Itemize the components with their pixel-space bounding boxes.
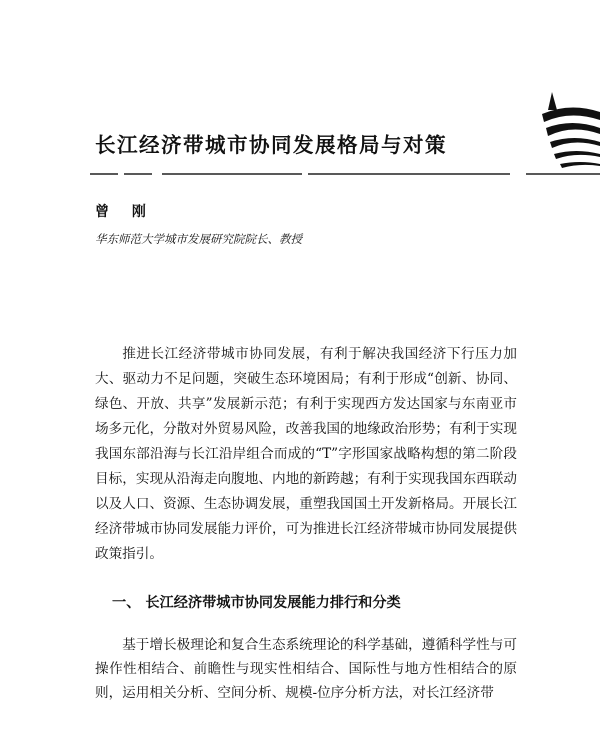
abstract-paragraph: 推进长江经济带城市协同发展，有利于解决我国经济下行压力加大、驱动力不足问题，突破生态环境困局；有利于形成“创新、协同、绿色、开放、共享”发展新示范；有利于实现西方发达国家与东南亚市场多元化，分散对外贸易风险，改善我国的地缘政治形势；有利于实现我国东部沿海与长江沿岸组合而成的“T”字形国家战略构想的第二阶段目标，实现从沿海走向腹地、内地的新跨越；有利于实现我国东西联动以及人口、资源、生态协调发展，重塑我国国土开发新格局。开展长江经济带城市协同发展能力评价，可为推进长江经济带城市协同发展提供政策指引。 [95,346,517,562]
title-rule [90,172,600,176]
section-heading: 一、 长江经济带城市协同发展能力排行和分类 [112,595,401,611]
author-name: 曾 刚 [95,204,155,220]
body-paragraph: 基于增长极理论和复合生态系统理论的科学基础，遵循科学性与可操作性相结合、前瞻性与现实性相结合、国际性与地方性相结合的原则，运用相关分析、空间分析、规模-位序分析方法，对长江经济带 [95,637,517,701]
author-affiliation: 华东师范大学城市发展研究院院长、教授 [95,232,302,246]
corner-decoration [540,88,600,178]
article-title: 长江经济带城市协同发展格局与对策 [95,133,447,157]
